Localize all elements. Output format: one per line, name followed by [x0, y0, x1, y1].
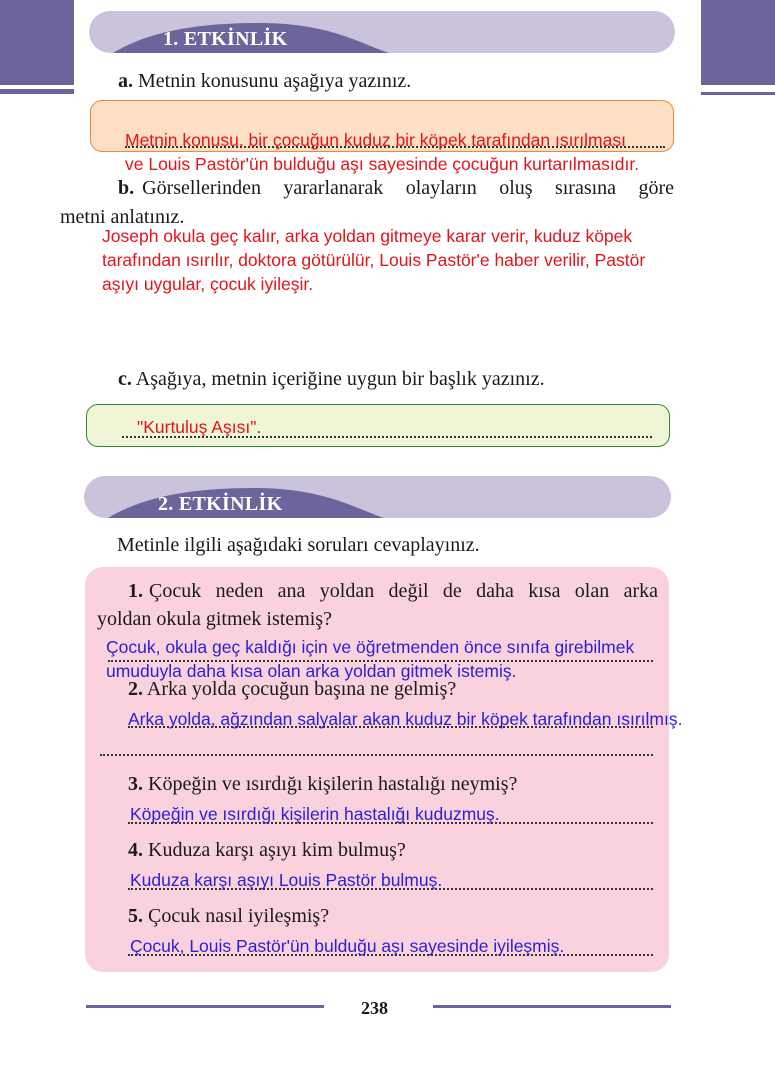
answer-1-line1[interactable]: Çocuk, okula geç kaldığı için ve öğretmenden önce sınıfa girebilmek	[106, 637, 635, 657]
answer-4-text[interactable]: Kuduza karşı aşıyı Louis Pastör bulmuş.	[130, 870, 443, 890]
page-number: 238	[361, 998, 388, 1018]
question-5-text: Çocuk nasıl iyileşmiş?	[148, 905, 330, 927]
footer-line-right	[433, 1005, 671, 1008]
question-c-label: c.	[118, 368, 132, 390]
answer-2-dots-extra	[100, 754, 653, 756]
question-4-text: Kuduza karşı aşıyı kim bulmuş?	[148, 839, 406, 861]
activity1-banner	[89, 11, 675, 53]
question-3	[128, 771, 517, 798]
answer-c-text: "Kurtuluş Aşısı".	[137, 417, 262, 437]
left-decor-block	[0, 0, 74, 85]
answer-a-text: Metnin konusu, bir çocuğun kuduz bir köpek tarafından ısırılması ve Louis Pastör'ün bulduğu aşı sayesinde çocuğun kurtarılmasıdır.	[125, 130, 640, 174]
question-c	[118, 366, 545, 393]
activity2-intro: Metinle ilgili aşağıdaki soruları cevaplayınız.	[117, 534, 480, 556]
question-b-label: b.	[118, 177, 135, 199]
question-3-num: 3.	[128, 773, 143, 795]
question-3-text: Köpeğin ve ısırdığı kişilerin hastalığı neymiş?	[148, 773, 518, 795]
question-1-text-line2: yoldan okula gitmek istemiş?	[97, 608, 332, 630]
answer-1-line2[interactable]: umuduyla daha kısa olan arka yoldan gitmek istemiş.	[106, 661, 517, 681]
question-1-num: 1.	[128, 580, 143, 602]
question-b	[118, 175, 674, 202]
right-decor-block	[701, 0, 775, 85]
question-1-text-line1: Çocuk neden ana yoldan değil de daha kısa olan arka	[149, 580, 658, 602]
question-1	[128, 578, 658, 605]
activity2-title: 2. ETKİNLİK	[158, 493, 283, 515]
question-4	[128, 837, 406, 864]
question-5	[128, 903, 329, 930]
question-c-text: Aşağıya, metnin içeriğine uygun bir başlık yazınız.	[135, 368, 545, 390]
answer-b-text[interactable]: Joseph okula geç kalır, arka yoldan gitmeye karar verir, kuduz köpek tarafından ısırılır, doktora götürülür, Louis Pastör'e haber verilir, Pastör aşıyı uygular, çocuk iyileşir.	[102, 226, 646, 294]
question-4-num: 4.	[128, 839, 143, 861]
question-a	[118, 68, 411, 95]
question-b-text-line2: metni anlatınız.	[60, 206, 185, 228]
footer-line-left	[86, 1005, 324, 1008]
answer-2-text[interactable]: Arka yolda, ağzından salyalar akan kuduz bir köpek tarafından ısırılmış.	[128, 709, 683, 729]
answer-3-text[interactable]: Köpeğin ve ısırdığı kişilerin hastalığı kuduzmuş.	[130, 804, 500, 824]
activity1-title: 1. ETKİNLİK	[163, 28, 288, 50]
activity2-banner	[84, 476, 671, 518]
question-2-text: Arka yolda çocuğun başına ne gelmiş?	[146, 678, 457, 700]
question-5-num: 5.	[128, 905, 143, 927]
right-decor-line	[701, 92, 775, 95]
answer-5-text[interactable]: Çocuk, Louis Pastör'ün bulduğu aşı sayesinde iyileşmiş.	[130, 936, 565, 956]
question-2-num: 2.	[128, 678, 143, 700]
question-b-text-line1: Görsellerinden yararlanarak olayların oluş sırasına göre	[142, 177, 674, 199]
question-a-label: a.	[118, 70, 133, 92]
left-decor-line	[0, 89, 74, 94]
question-a-text: Metnin konusunu aşağıya yazınız.	[138, 70, 412, 92]
question-2	[128, 676, 456, 703]
